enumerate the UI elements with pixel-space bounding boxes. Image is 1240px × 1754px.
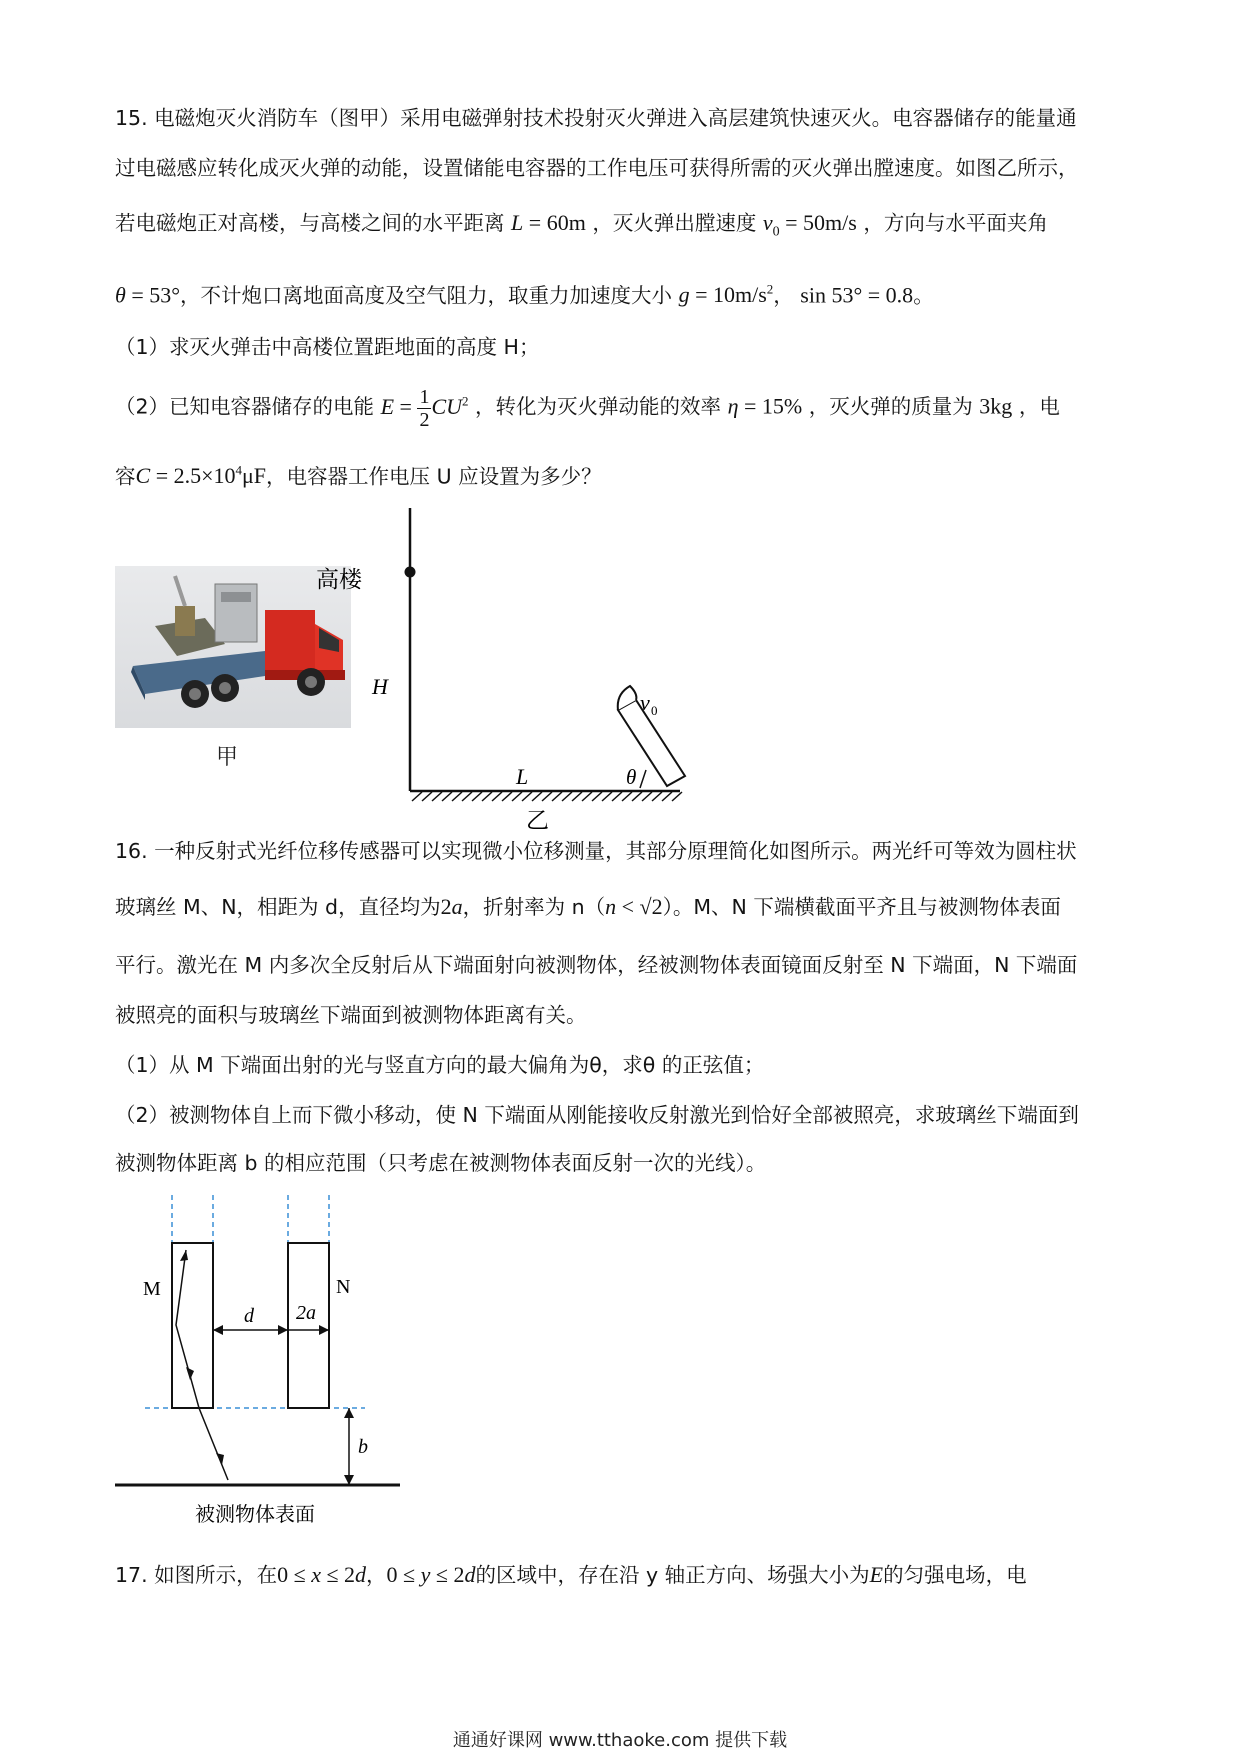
q15-line-3-text-b: ，灭火弹出膛速度 xyxy=(592,211,757,235)
q16-part-2-b: 被测物体距离 b 的相应范围（只考虑在被测物体表面反射一次的光线）。 xyxy=(115,1151,767,1175)
fiber-N xyxy=(288,1243,329,1408)
q15-formula-capacitance: $C = 2.5\times 10^4\mu F$ xyxy=(135,463,267,489)
height-label: H xyxy=(372,674,388,699)
q15-part-2-text-b: ，转化为灭火弹动能的效率 xyxy=(475,394,722,419)
q15-formula-mass: 3kg xyxy=(979,393,1013,419)
q15-formula-angle: θ = 53° xyxy=(115,282,181,308)
q16-line-2-text-c: ）。M、N 下端横截面平齐且与被测物体表面 xyxy=(662,895,1061,919)
b-label: b xyxy=(358,1436,368,1458)
q16-line-4: 被照亮的面积与玻璃丝下端面到被测物体距离有关。 xyxy=(115,1003,587,1027)
q15-formula-speed: $v_0 = 50m/s$ xyxy=(762,210,857,240)
q15-part-2-text-c: ，灭火弹的质量为 xyxy=(808,394,973,419)
q17-formula-x-range: 0 ≤ x ≤ 2d xyxy=(277,1562,367,1587)
q15-part-2-text-a: （2）已知电容器储存的电能 xyxy=(115,394,375,419)
q16-formula-diameter: 2a xyxy=(440,894,463,919)
q16-line-1: 16. 一种反射式光纤位移传感器可以实现微小位移测量，其部分原理简化如图所示。两光纤可等效为圆柱状 xyxy=(115,839,1077,863)
q16-part-1: （1）从 M 下端面出射的光与竖直方向的最大偏角为θ，求θ 的正弦值； xyxy=(115,1053,765,1077)
q17-line-1-text-b: ， xyxy=(366,1563,387,1587)
figure-yi-caption: 乙 xyxy=(526,808,549,834)
q16-part-2-a: （2）被测物体自上而下微小移动，使 N 下端面从刚能接收反射激光到恰好全部被照亮，求玻璃丝下端面到 xyxy=(115,1103,1079,1127)
angle-label: θ xyxy=(626,765,637,789)
q15-line-3-text-c: ，方向与水平面夹角 xyxy=(863,211,1048,235)
q17-formula-y-range: 0 ≤ y ≤ 2d xyxy=(386,1562,476,1587)
2a-label: 2a xyxy=(296,1302,316,1324)
building-label: 高楼 xyxy=(316,567,362,592)
q16-line-2-text-b: ，折射率为 n（ xyxy=(462,895,606,919)
ground-hatching xyxy=(412,792,682,801)
q17-formula-field: E xyxy=(869,1562,884,1587)
q16-line-3: 平行。激光在 M 内多次全反射后从下端面射向被测物体，经被测物体表面镜面反射至 N 下端面，N 下端面 xyxy=(115,953,1078,977)
q15-part-2-text-e: 容 xyxy=(115,464,136,489)
q15-line-4-text-a: ，不计炮口离地面高度及空气阻力，取重力加速度大小 xyxy=(180,283,673,308)
impact-point xyxy=(405,567,416,578)
q15-line-4-text-c: 。 xyxy=(913,283,934,308)
velocity-label: v xyxy=(640,690,650,715)
q15-part-1: （1）求灭火弹击中高楼位置距地面的高度 H； xyxy=(115,335,540,359)
q16-line-2 xyxy=(115,892,1135,922)
q15-part-2-cont xyxy=(115,456,1135,491)
q15-line-1: 15. 电磁炮灭火消防车（图甲）采用电磁弹射技术投射灭火弹进入高层建筑快速灭火。电容器储存的能量通 xyxy=(115,106,1077,130)
page-footer: 通通好课网 www.tthaoke.com 提供下载 xyxy=(452,1730,788,1751)
surface-caption: 被测物体表面 xyxy=(195,1502,315,1526)
distance-label: L xyxy=(516,764,529,789)
q17-line-1-text-d: 的匀强电场，电 xyxy=(883,1563,1027,1587)
q15-line-2: 过电磁感应转化成灭火弹的动能，设置储能电容器的工作电压可获得所需的灭火弹出膛速度。如图乙所示， xyxy=(115,156,1079,180)
velocity-subscript: 0 xyxy=(651,703,658,718)
fiber-extension-lines xyxy=(145,1195,365,1408)
q15-line-3-text-a: 若电磁炮正对高楼，与高楼之间的水平距离 xyxy=(115,211,505,235)
q15-part-2-text-f: ，电容器工作电压 U 应设置为多少？ xyxy=(266,464,602,489)
q15-formula-sin: sin 53° = 0.8 xyxy=(800,282,914,308)
figure-jia-caption: 甲 xyxy=(216,745,239,770)
angle-arc xyxy=(640,770,646,788)
light-ray xyxy=(176,1250,228,1480)
q15-line-4-text-b: ， xyxy=(773,283,794,308)
d-label: d xyxy=(244,1305,254,1327)
fiber-M-label: M xyxy=(143,1278,161,1300)
q17-line-1-text-a: 17. 如图所示，在 xyxy=(115,1563,278,1587)
q15-formula-gravity: $g = 10m/s^2$ xyxy=(678,282,774,308)
fiber-N-label: N xyxy=(336,1276,351,1298)
q17-line-1 xyxy=(115,1560,1135,1590)
fiber-sensor-diagram xyxy=(110,1195,410,1535)
q16-formula-index: n < √2 xyxy=(605,894,663,919)
q15-part-2 xyxy=(115,386,1135,431)
q17-line-1-text-c: 的区域中，存在沿 y 轴正方向、场强大小为 xyxy=(475,1563,870,1587)
q15-formula-efficiency: η = 15% xyxy=(727,393,803,419)
q15-formula-energy: E = $\frac{1}{2}$ $CU^2$ xyxy=(380,386,469,431)
q15-part-2-text-d: ，电 xyxy=(1018,394,1060,419)
q15-formula-distance: L = 60m xyxy=(511,210,586,235)
q15-line-3 xyxy=(115,208,1135,247)
q16-line-2-text-a: 玻璃丝 M、N，相距为 d，直径均为 xyxy=(115,895,441,919)
q15-line-4 xyxy=(115,275,1135,310)
figure-yi-diagram xyxy=(316,500,720,840)
